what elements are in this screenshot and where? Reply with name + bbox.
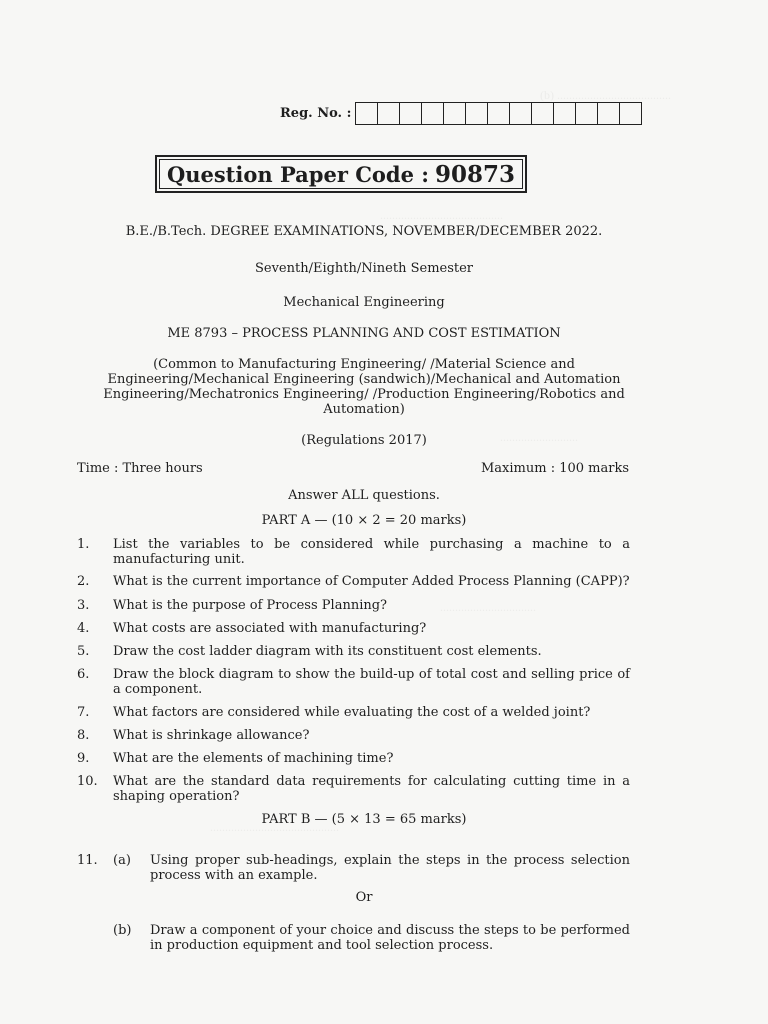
question-number: 3. [77, 598, 90, 613]
reg-no-digit-box [576, 103, 598, 124]
question [77, 574, 630, 589]
maximum-marks: Maximum : 100 marks [480, 461, 629, 476]
semester: Seventh/Eighth/Nineth Semester [254, 261, 474, 276]
reg-no-digit-box [444, 103, 466, 124]
question-text: What is the purpose of Process Planning? [113, 598, 388, 613]
course-title: ME 8793 – PROCESS PLANNING AND COST ESTIMATION [167, 326, 561, 341]
question-paper-code-label: Question Paper Code : [166, 161, 430, 187]
reg-no-label: Reg. No. : [280, 105, 352, 121]
question-text: What factors are considered while evaluating the cost of a welded joint? [113, 705, 591, 720]
question-number: 9. [77, 751, 90, 766]
time-marks-row [77, 461, 629, 476]
part-b-heading: PART B — (5 × 13 = 65 marks) [261, 812, 467, 827]
question-number: 10. [77, 774, 98, 789]
question-number: 2. [77, 574, 90, 589]
time-allowed: Time : Three hours [77, 461, 203, 476]
reg-no-digit-box [598, 103, 620, 124]
question [77, 705, 630, 720]
question-text: What are the standard data requirements for calculating cutting time in a shaping operation? [113, 774, 630, 804]
question-text: Draw the cost ladder diagram with its constituent cost elements. [113, 644, 542, 659]
reg-no-digit-box [488, 103, 510, 124]
exam-title: B.E./B.Tech. DEGREE EXAMINATIONS, NOVEMBER/DECEMBER 2022. [125, 224, 603, 239]
question-11a [77, 853, 630, 883]
question-text: Draw a component of your choice and discuss the steps to be performed in production equipment and tool selection process. [150, 923, 630, 953]
question-text: What costs are associated with manufacturing? [113, 621, 427, 636]
question [77, 728, 630, 743]
question [77, 621, 630, 636]
question-number: 11. [77, 853, 98, 868]
instruction: Answer ALL questions. [288, 488, 440, 503]
reg-no-boxes [355, 102, 642, 125]
sub-question-label: (b) [113, 923, 132, 938]
question-number: 5. [77, 644, 90, 659]
reg-no-digit-box [532, 103, 554, 124]
question [77, 537, 630, 567]
reg-no-digit-box [400, 103, 422, 124]
reg-no-row [280, 101, 642, 125]
question [77, 774, 630, 804]
question-text: What is the current importance of Computer Added Process Planning (CAPP)? [113, 574, 630, 589]
question [77, 644, 630, 659]
question-paper-code: 90873 [435, 160, 516, 188]
question-text: What is shrinkage allowance? [113, 728, 310, 743]
part-a-heading: PART A — (10 × 2 = 20 marks) [261, 513, 467, 528]
reg-no-digit-box [466, 103, 488, 124]
regulations: (Regulations 2017) [301, 433, 427, 448]
question-text: Using proper sub-headings, explain the steps in the process selection process with an example. [150, 853, 630, 883]
reg-no-digit-box [422, 103, 444, 124]
question-paper-code-box [155, 155, 527, 193]
question-number: 4. [77, 621, 90, 636]
or-separator: Or [355, 890, 373, 905]
reg-no-digit-box [356, 103, 378, 124]
sub-question-label: (a) [113, 853, 131, 868]
reg-no-digit-box [510, 103, 532, 124]
question-number: 6. [77, 667, 90, 682]
reg-no-digit-box [378, 103, 400, 124]
question-11b [77, 923, 630, 953]
question [77, 598, 630, 613]
question-text: What are the elements of machining time? [113, 751, 394, 766]
question [77, 667, 630, 697]
question-text: List the variables to be considered while purchasing a machine to a manufacturing unit. [113, 537, 630, 567]
question [77, 751, 630, 766]
department: Mechanical Engineering [283, 295, 445, 310]
question-number: 7. [77, 705, 90, 720]
common-to: (Common to Manufacturing Engineering/ /Material Science and Engineering/Mechanical Engineering (sandwich)/Mechanical and Automation Engineering/Mechatronics Engineering/ /Production Engineering/Robotics and Automation) [103, 357, 625, 417]
question-number: 1. [77, 537, 90, 552]
reg-no-digit-box [554, 103, 576, 124]
question-number: 8. [77, 728, 90, 743]
question-text: Draw the block diagram to show the build-up of total cost and selling price of a component. [113, 667, 630, 697]
reg-no-digit-box [620, 103, 641, 124]
